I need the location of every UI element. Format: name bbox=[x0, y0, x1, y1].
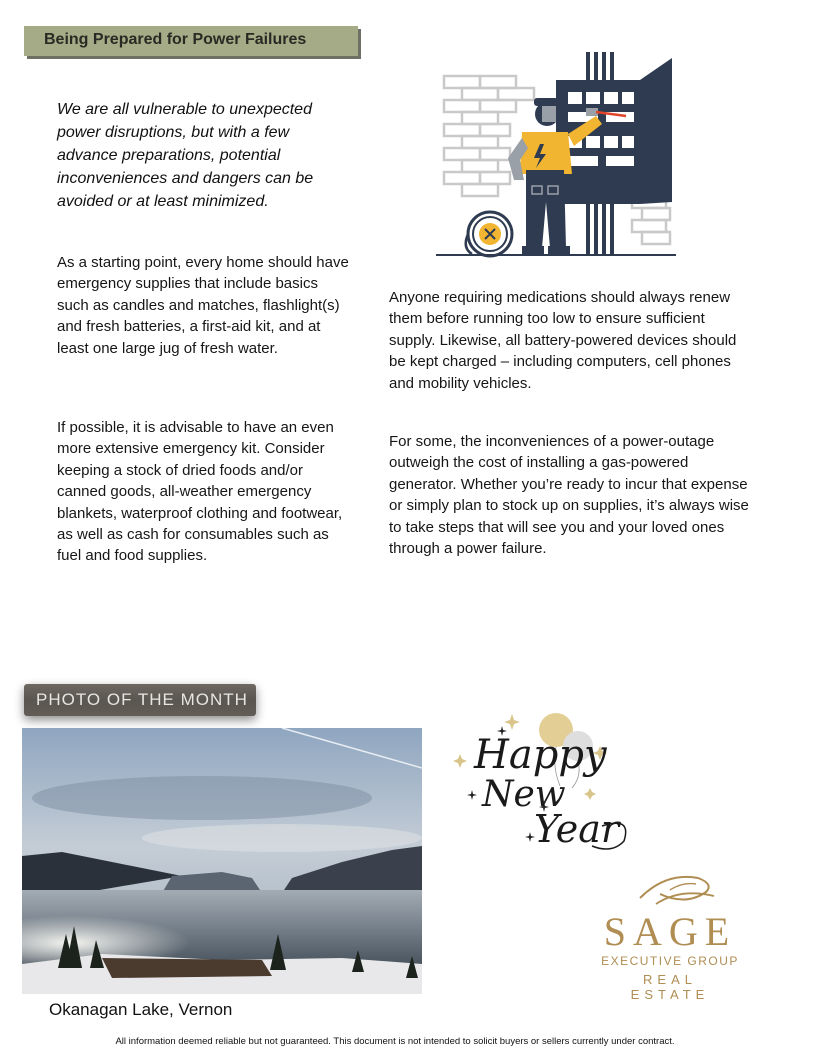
paragraph-emergency-supplies: As a starting point, every home should have emergency supplies that include basics such as candles and matches, flashlight(s) and fresh batteries, a first-aid kit, and at least one large jug of fresh water. bbox=[57, 254, 349, 357]
happy-new-year-graphic bbox=[452, 706, 638, 856]
lake-photo bbox=[22, 728, 422, 994]
photo-section-title: PHOTO OF THE MONTH bbox=[36, 690, 248, 709]
paragraph-medications: Anyone requiring medications should always renew them before running too low to ensure sufficient supply. Likewise, all battery-powered devices should be kept charged – including computers, cell phones and mobility vehicles. bbox=[389, 289, 737, 392]
greeting-happy: Happy bbox=[474, 732, 607, 778]
sage-leaf-icon bbox=[636, 870, 718, 910]
photo-caption: Okanagan Lake, Vernon bbox=[49, 1000, 233, 1019]
section-title: Being Prepared for Power Failures bbox=[44, 31, 307, 48]
paragraph-generator: For some, the inconveniences of a power-outage outweigh the cost of installing a gas-powered generator. Whether you’re ready to incur that expense or simply plan to stock up on supplies, it’s always wise to take steps that will see you and your loved ones through a power failure. bbox=[389, 433, 749, 558]
sage-logo bbox=[600, 870, 740, 1002]
paragraph-emergency-kit: If possible, it is advisable to have an even more extensive emergency kit. Consider keeping a stock of dried foods and/or canned goods, all-weather emergency blankets, waterproof clothing and footwear, as well as cash for consumables such as fuel and food supplies. bbox=[57, 419, 343, 565]
greeting-new: New bbox=[482, 774, 566, 815]
intro-paragraph: We are all vulnerable to unexpected power disruptions, but with a few advance preparations, potential inconveniences and dangers can be avoided or at least minimized. bbox=[57, 101, 314, 210]
logo-subtitle: REAL ESTATE bbox=[630, 972, 710, 1002]
electrician-illustration bbox=[436, 52, 676, 258]
logo-tagline: EXECUTIVE GROUP bbox=[601, 954, 739, 968]
greeting-year: Year bbox=[534, 807, 620, 851]
photo-of-the-month-banner bbox=[24, 684, 256, 716]
logo-name: SAGE bbox=[603, 909, 737, 954]
disclaimer: All information deemed reliable but not guaranteed. This document is not intended to solicit buyers or sellers currently under contract. bbox=[115, 1036, 675, 1047]
section-title-banner bbox=[24, 26, 358, 56]
